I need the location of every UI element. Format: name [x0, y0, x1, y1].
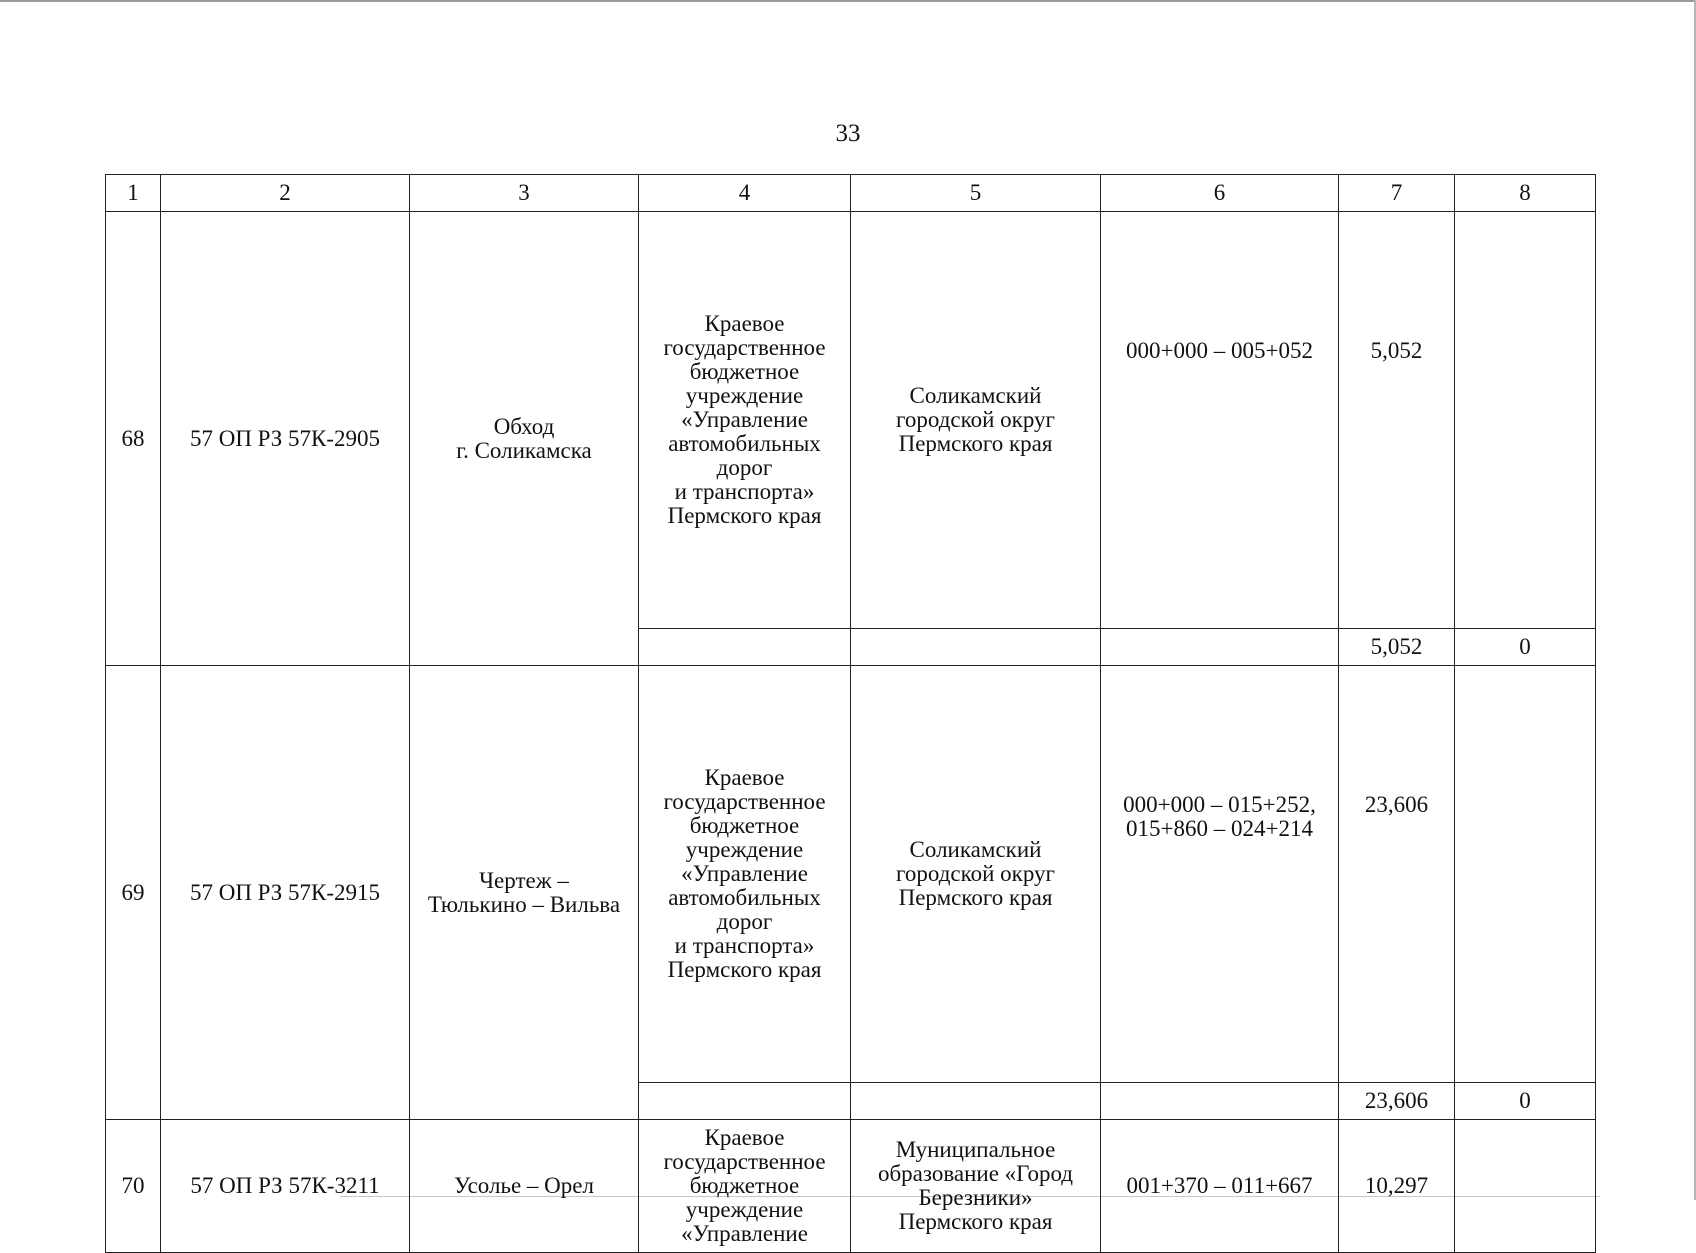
road-name: Чертеж – Тюлькино – Вильва: [410, 666, 639, 1120]
empty-cell: [851, 1083, 1101, 1120]
road-length: 5,052: [1339, 212, 1455, 629]
subtotal-column-8: 0: [1455, 1083, 1596, 1120]
page-number: 33: [835, 120, 861, 147]
column-header: 7: [1339, 175, 1455, 212]
column-header: 5: [851, 175, 1101, 212]
territory: Соликамский городской округ Пермского края: [851, 666, 1101, 1083]
empty-cell: [1101, 629, 1339, 666]
column-header: 3: [410, 175, 639, 212]
subtotal-column-8: 0: [1455, 629, 1596, 666]
roads-table: [105, 174, 1596, 1253]
scan-top-edge: [0, 0, 1696, 2]
column-8-value: [1455, 1120, 1596, 1253]
road-code: 57 ОП РЗ 57К-2905: [161, 212, 410, 666]
table-row: [106, 1120, 1596, 1253]
kilometer-range: 001+370 – 011+667: [1101, 1120, 1339, 1253]
empty-cell: [1101, 1083, 1339, 1120]
road-code: 57 ОП РЗ 57К-3211: [161, 1120, 410, 1253]
column-header: 6: [1101, 175, 1339, 212]
row-number: 69: [106, 666, 161, 1120]
owner-organization: Краевое государственное бюджетное учреждение «Управление автомобильных дорог и транспорта» Пермского края: [639, 666, 851, 1083]
table-row: [106, 666, 1596, 1083]
road-name: Усолье – Орел: [410, 1120, 639, 1253]
empty-cell: [851, 629, 1101, 666]
territory: Соликамский городской округ Пермского края: [851, 212, 1101, 629]
road-length: 10,297: [1339, 1120, 1455, 1253]
kilometer-range: 000+000 – 005+052: [1101, 212, 1339, 629]
road-name: Обход г. Соликамска: [410, 212, 639, 666]
column-number-row: [106, 175, 1596, 212]
subtotal-length: 23,606: [1339, 1083, 1455, 1120]
column-header: 8: [1455, 175, 1596, 212]
kilometer-range: 000+000 – 015+252, 015+860 – 024+214: [1101, 666, 1339, 1083]
row-number: 68: [106, 212, 161, 666]
table-row: [106, 212, 1596, 629]
territory: Муниципальное образование «Город Березники» Пермского края: [851, 1120, 1101, 1253]
column-8-value: [1455, 666, 1596, 1083]
empty-cell: [639, 1083, 851, 1120]
road-code: 57 ОП РЗ 57К-2915: [161, 666, 410, 1120]
subtotal-length: 5,052: [1339, 629, 1455, 666]
row-number: 70: [106, 1120, 161, 1253]
road-length: 23,606: [1339, 666, 1455, 1083]
empty-cell: [639, 629, 851, 666]
column-header: 1: [106, 175, 161, 212]
owner-organization: Краевое государственное бюджетное учреждение «Управление: [639, 1120, 851, 1253]
column-header: 4: [639, 175, 851, 212]
owner-organization: Краевое государственное бюджетное учреждение «Управление автомобильных дорог и транспорта» Пермского края: [639, 212, 851, 629]
column-header: 2: [161, 175, 410, 212]
column-8-value: [1455, 212, 1596, 629]
